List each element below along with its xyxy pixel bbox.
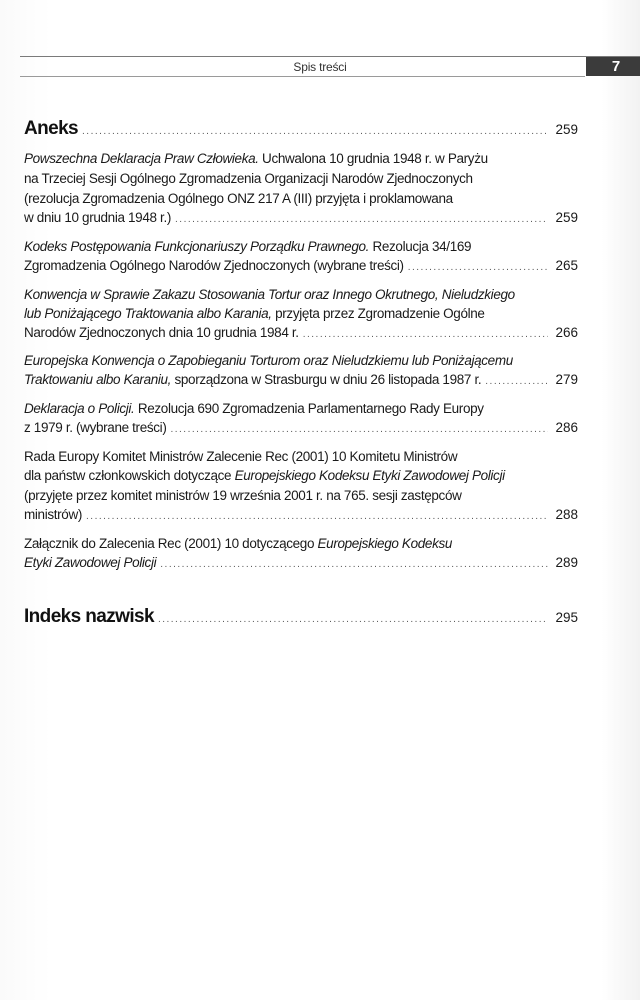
page-ref: 279 bbox=[555, 372, 578, 387]
dot-leader bbox=[160, 559, 548, 570]
entry-text: Narodów Zjednoczonych dnia 10 grudnia 1984 r. bbox=[24, 325, 299, 340]
entry-text: Zgromadzenia Ogólnego Narodów Zjednoczonych (wybrane treści) bbox=[24, 258, 404, 273]
entry-title-italic: Deklaracja o Policji. bbox=[24, 401, 135, 416]
page-ref: 259 bbox=[555, 122, 578, 137]
dot-leader bbox=[82, 126, 548, 137]
entry-text: Rada Europy Komitet Ministrów Zalecenie Rec (2001) 10 Komitetu Ministrów bbox=[24, 449, 458, 464]
toc-entry-line bbox=[24, 536, 452, 551]
dot-leader bbox=[86, 511, 548, 522]
dot-leader bbox=[170, 424, 548, 435]
dot-leader bbox=[175, 214, 548, 225]
toc-entry-line bbox=[24, 191, 453, 206]
page-ref: 288 bbox=[555, 507, 578, 522]
entry-text: w dniu 10 grudnia 1948 r.) bbox=[24, 210, 172, 225]
entry-text: Rezolucja 34/169 bbox=[369, 239, 472, 254]
entry-title-italic: lub Poniżającego Traktowania albo Karania, bbox=[24, 306, 272, 321]
entry-text: dla państw członkowskich dotyczące bbox=[24, 468, 235, 483]
toc-entry-final-line bbox=[24, 210, 578, 225]
toc-entry-final-line bbox=[24, 555, 578, 570]
entry-text: (rezolucja Zgromadzenia Ogólnego ONZ 217 A (III) przyjęta i proklamowana bbox=[24, 191, 453, 206]
entry-text: sporządzona w Strasburgu w dniu 26 listopada 1987 r. bbox=[171, 372, 482, 387]
toc-entry-final-line bbox=[24, 420, 578, 435]
page-ref: 286 bbox=[555, 420, 578, 435]
toc-entry-line bbox=[24, 287, 515, 302]
toc-entry-line bbox=[24, 488, 462, 503]
entry-text: ministrów) bbox=[24, 507, 83, 522]
toc-entry-line bbox=[24, 151, 488, 166]
entry-text: na Trzeciej Sesji Ogólnego Zgromadzenia Organizacji Narodów Zjednoczonych bbox=[24, 171, 473, 186]
toc-entry-final-line bbox=[24, 325, 578, 340]
toc-entry-line bbox=[24, 468, 505, 483]
section-heading: Indeks nazwisk bbox=[24, 606, 154, 627]
toc-section-aneks bbox=[24, 118, 578, 140]
toc-entry-line bbox=[24, 171, 473, 186]
running-header-title: Spis treści bbox=[293, 60, 347, 74]
toc-entry-line bbox=[24, 306, 485, 321]
page-ref: 265 bbox=[555, 258, 578, 273]
entry-title-italic: Europejska Konwencja o Zapobieganiu Torturom oraz Nieludzkiemu lub Poniżającemu bbox=[24, 353, 513, 368]
dot-leader bbox=[485, 376, 548, 387]
toc-entry-final-line bbox=[24, 372, 578, 387]
entry-text: (przyjęte przez komitet ministrów 19 września 2001 r. na 765. sesji zastępców bbox=[24, 488, 462, 503]
page-ref: 266 bbox=[555, 325, 578, 340]
dot-leader bbox=[158, 614, 548, 625]
entry-text: Uchwalona 10 grudnia 1948 r. w Paryżu bbox=[258, 151, 488, 166]
toc-entry-line bbox=[24, 239, 471, 254]
page-number-badge bbox=[586, 57, 640, 76]
dot-leader bbox=[408, 262, 548, 273]
toc-section-indeks bbox=[24, 606, 578, 628]
entry-text: przyjęta przez Zgromadzenie Ogólne bbox=[271, 306, 485, 321]
section-heading: Aneks bbox=[24, 118, 79, 139]
entry-text: z 1979 r. (wybrane treści) bbox=[24, 420, 167, 435]
entry-text bbox=[24, 372, 481, 387]
entry-title-italic: Kodeks Postępowania Funkcjonariuszy Porządku Prawnego. bbox=[24, 239, 370, 254]
page-ref: 259 bbox=[555, 210, 578, 225]
entry-title-italic: Etyki Zawodowej Policji bbox=[24, 555, 157, 570]
dot-leader bbox=[303, 329, 548, 340]
entry-title-italic: Traktowaniu albo Karaniu, bbox=[24, 372, 172, 387]
entry-text: Rezolucja 690 Zgromadzenia Parlamentarnego Rady Europy bbox=[134, 401, 484, 416]
page-number: 7 bbox=[611, 58, 621, 75]
page-ref: 295 bbox=[555, 610, 578, 625]
toc-entry-line bbox=[24, 449, 457, 464]
entry-title-italic: Konwencja w Sprawie Zakazu Stosowania Tortur oraz Innego Okrutnego, Nieludzkiego bbox=[24, 287, 515, 302]
toc-entry-final-line bbox=[24, 258, 578, 273]
entry-title-italic: Europejskiego Kodeksu Etyki Zawodowej Policji bbox=[234, 468, 505, 483]
toc-entry-final-line bbox=[24, 507, 578, 522]
entry-text: Załącznik do Zalecenia Rec (2001) 10 dotyczącego bbox=[24, 536, 318, 551]
entry-title-italic: Europejskiego Kodeksu bbox=[317, 536, 453, 551]
toc-entry-line bbox=[24, 353, 513, 368]
page-ref: 289 bbox=[555, 555, 578, 570]
toc-entry-line bbox=[24, 401, 484, 416]
entry-title-italic: Powszechna Deklaracja Praw Człowieka. bbox=[24, 151, 259, 166]
header-top-rule bbox=[20, 56, 640, 57]
header-bottom-rule bbox=[20, 76, 585, 77]
